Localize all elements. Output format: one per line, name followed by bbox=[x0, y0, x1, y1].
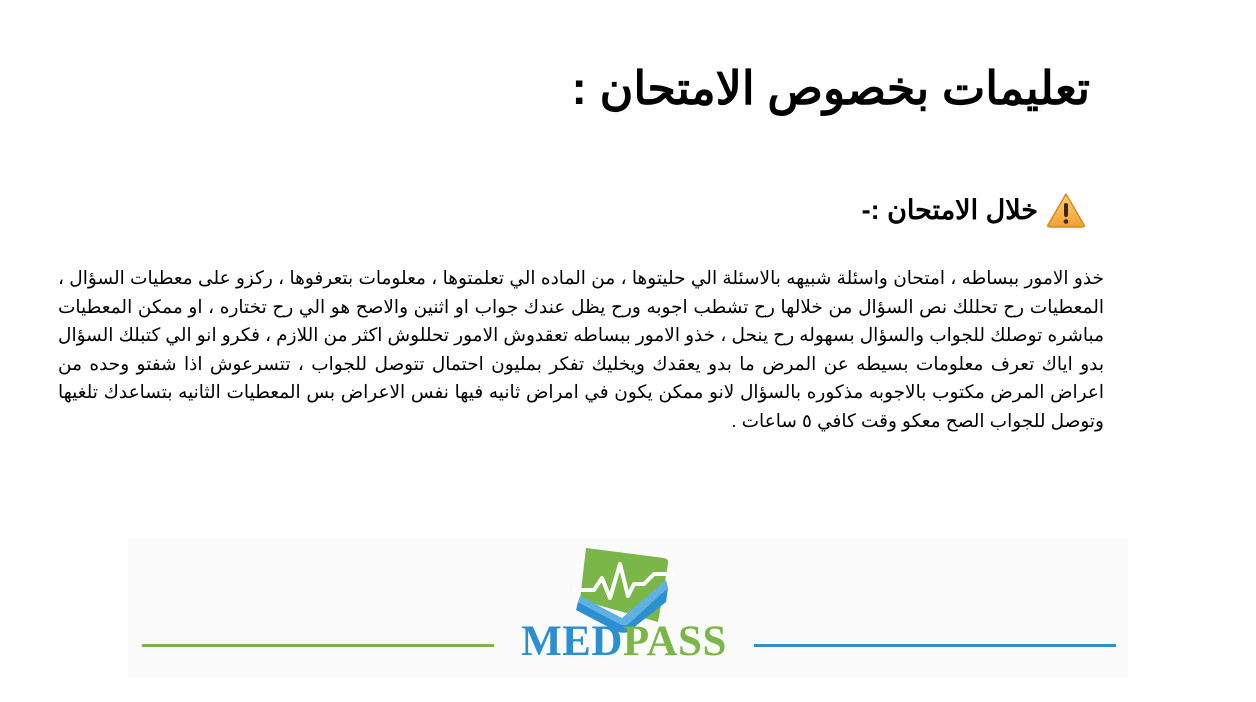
warning-icon bbox=[1046, 192, 1086, 228]
section-heading-text: خلال الامتحان :- bbox=[861, 195, 1038, 225]
slide-title: تعليمات بخصوص الامتحان : bbox=[571, 62, 1090, 114]
brand-pass-text: PASS bbox=[622, 618, 727, 665]
section-heading bbox=[386, 188, 1086, 232]
logo-divider-left bbox=[142, 644, 494, 647]
logo-divider-right bbox=[754, 644, 1116, 647]
instructions-paragraph: خذو الامور ببساطه ، امتحان واسئلة شبيهه بالاسئلة الي حليتوها ، من الماده الي تعلمتوها ، معلومات بتعرفوها ، ركزو على معطيات السؤال ، المعطيات رح تحللك نص السؤال من خلالها رح تشطب اجوبه ورح يظل عندك جواب او اثنين والاصح هو الي رح تختاره ، او ممكن المعطيات مباشره توصلك للجواب والسؤال بسهوله رح ينحل ، خذو الامور ببساطه تعقدوش الامور تحللوش اكثر من اللازم ، فكرو انو الي كتبلك السؤال بدو اياك تعرف معلومات بسيطه عن المرض ما بدو يعقدك ويخليك تفكر بمليون احتمال تتوصل للجواب ، تتسرعوش اذا شفتو وحده من اعراض المرض مكتوب بالاجوبه مذكوره بالسؤال لانو ممكن يكون في امراض ثانيه فيها نفس الاعراض بس المعطيات الثانيه بتساعدك تلغيها وتوصل للجواب الصح معكو وقت كافي ٥ ساعات . bbox=[58, 267, 1104, 431]
brand-med-text: MED bbox=[521, 618, 623, 665]
brand-wordmark bbox=[498, 614, 750, 670]
medpass-logo bbox=[128, 538, 1128, 678]
